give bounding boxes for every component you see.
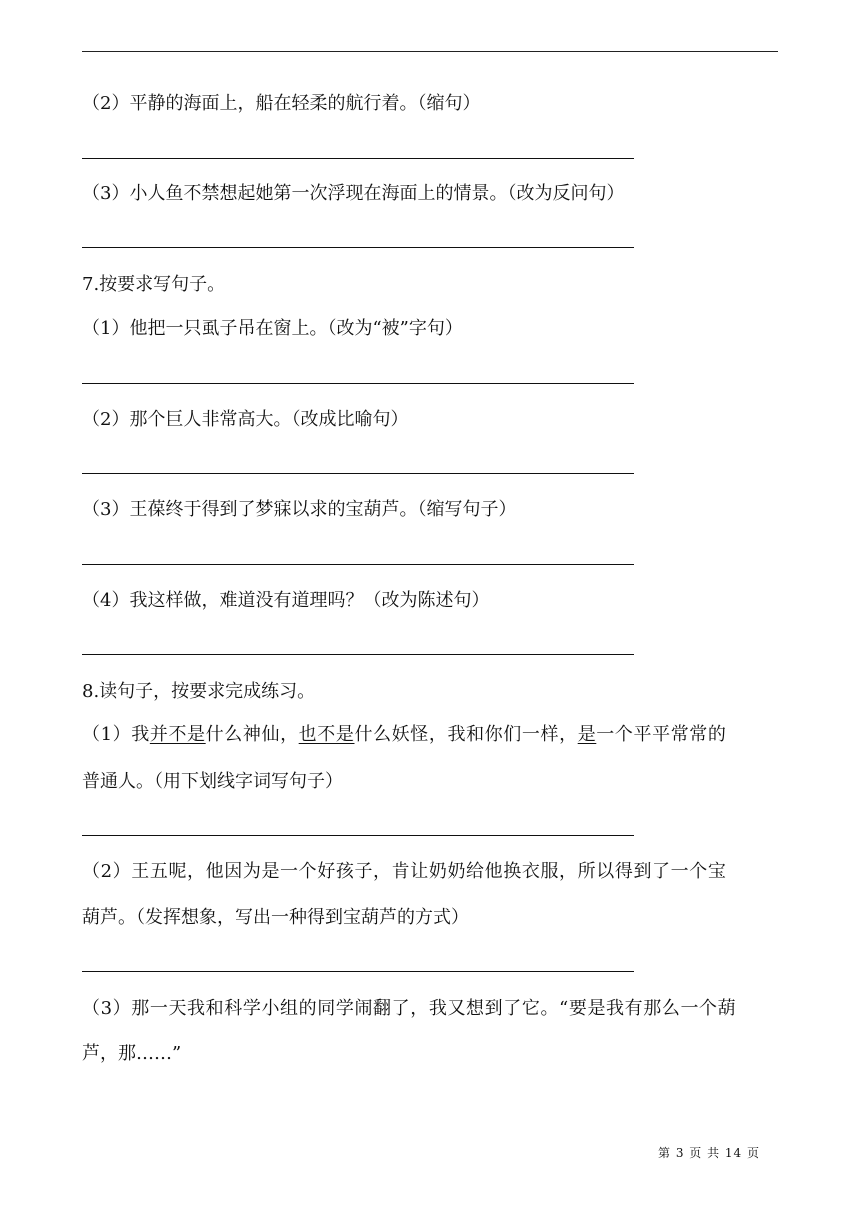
- q8-item-2-line-1: （2）王五呢，他因为是一个好孩子，肯让奶奶给他换衣服，所以得到了一个宝: [82, 861, 727, 882]
- underlined-word: 是: [577, 724, 597, 745]
- answer-line[interactable]: [82, 158, 634, 159]
- q7-item-4: （4）我这样做，难道没有道理吗？（改为陈述句）: [82, 590, 490, 611]
- q8-item-1-line-2: 普通人。（用下划线字词写句子）: [82, 771, 343, 792]
- q7-item-1: （1）他把一只虱子吊在窗上。（改为“被”字句）: [82, 318, 463, 339]
- answer-line[interactable]: [82, 654, 634, 655]
- text-segment: 一个平平常常的: [596, 724, 727, 745]
- answer-line[interactable]: [82, 473, 634, 474]
- q8-item-2-line-2: 葫芦。（发挥想象，写出一种得到宝葫芦的方式）: [82, 907, 469, 928]
- q7-item-3: （3）王葆终于得到了梦寐以求的宝葫芦。（缩写句子）: [82, 499, 517, 520]
- answer-line[interactable]: [82, 835, 634, 836]
- q8-title: 8.读句子，按要求完成练习。: [82, 681, 316, 702]
- answer-line[interactable]: [82, 971, 634, 972]
- answer-line[interactable]: [82, 383, 634, 384]
- page-number: 第 3 页 共 14 页: [658, 1146, 760, 1160]
- answer-line[interactable]: [82, 247, 634, 248]
- underlined-word: 也不是: [298, 724, 355, 745]
- answer-line[interactable]: [82, 564, 634, 565]
- q6-item-3: （3）小人鱼不禁想起她第一次浮现在海面上的情景。（改为反问句）: [82, 183, 625, 204]
- header-rule: [82, 51, 778, 52]
- text-segment: （1）我: [82, 724, 150, 745]
- q7-title: 7.按要求写句子。: [82, 274, 226, 295]
- q7-item-2: （2）那个巨人非常高大。（改成比喻句）: [82, 409, 409, 430]
- q6-item-2: （2）平静的海面上，船在轻柔的航行着。（缩句）: [82, 93, 481, 114]
- q8-item-3-line-1: （3）那一天我和科学小组的同学闹翻了，我又想到了它。“要是我有那么一个葫: [82, 998, 737, 1019]
- underlined-word: 并不是: [149, 724, 206, 745]
- text-segment: 什么神仙，: [205, 724, 299, 745]
- q8-item-1-line-1: [82, 723, 782, 747]
- q8-item-3-line-2: 芦，那……”: [82, 1043, 182, 1064]
- text-segment: 什么妖怪，我和你们一样，: [354, 724, 578, 745]
